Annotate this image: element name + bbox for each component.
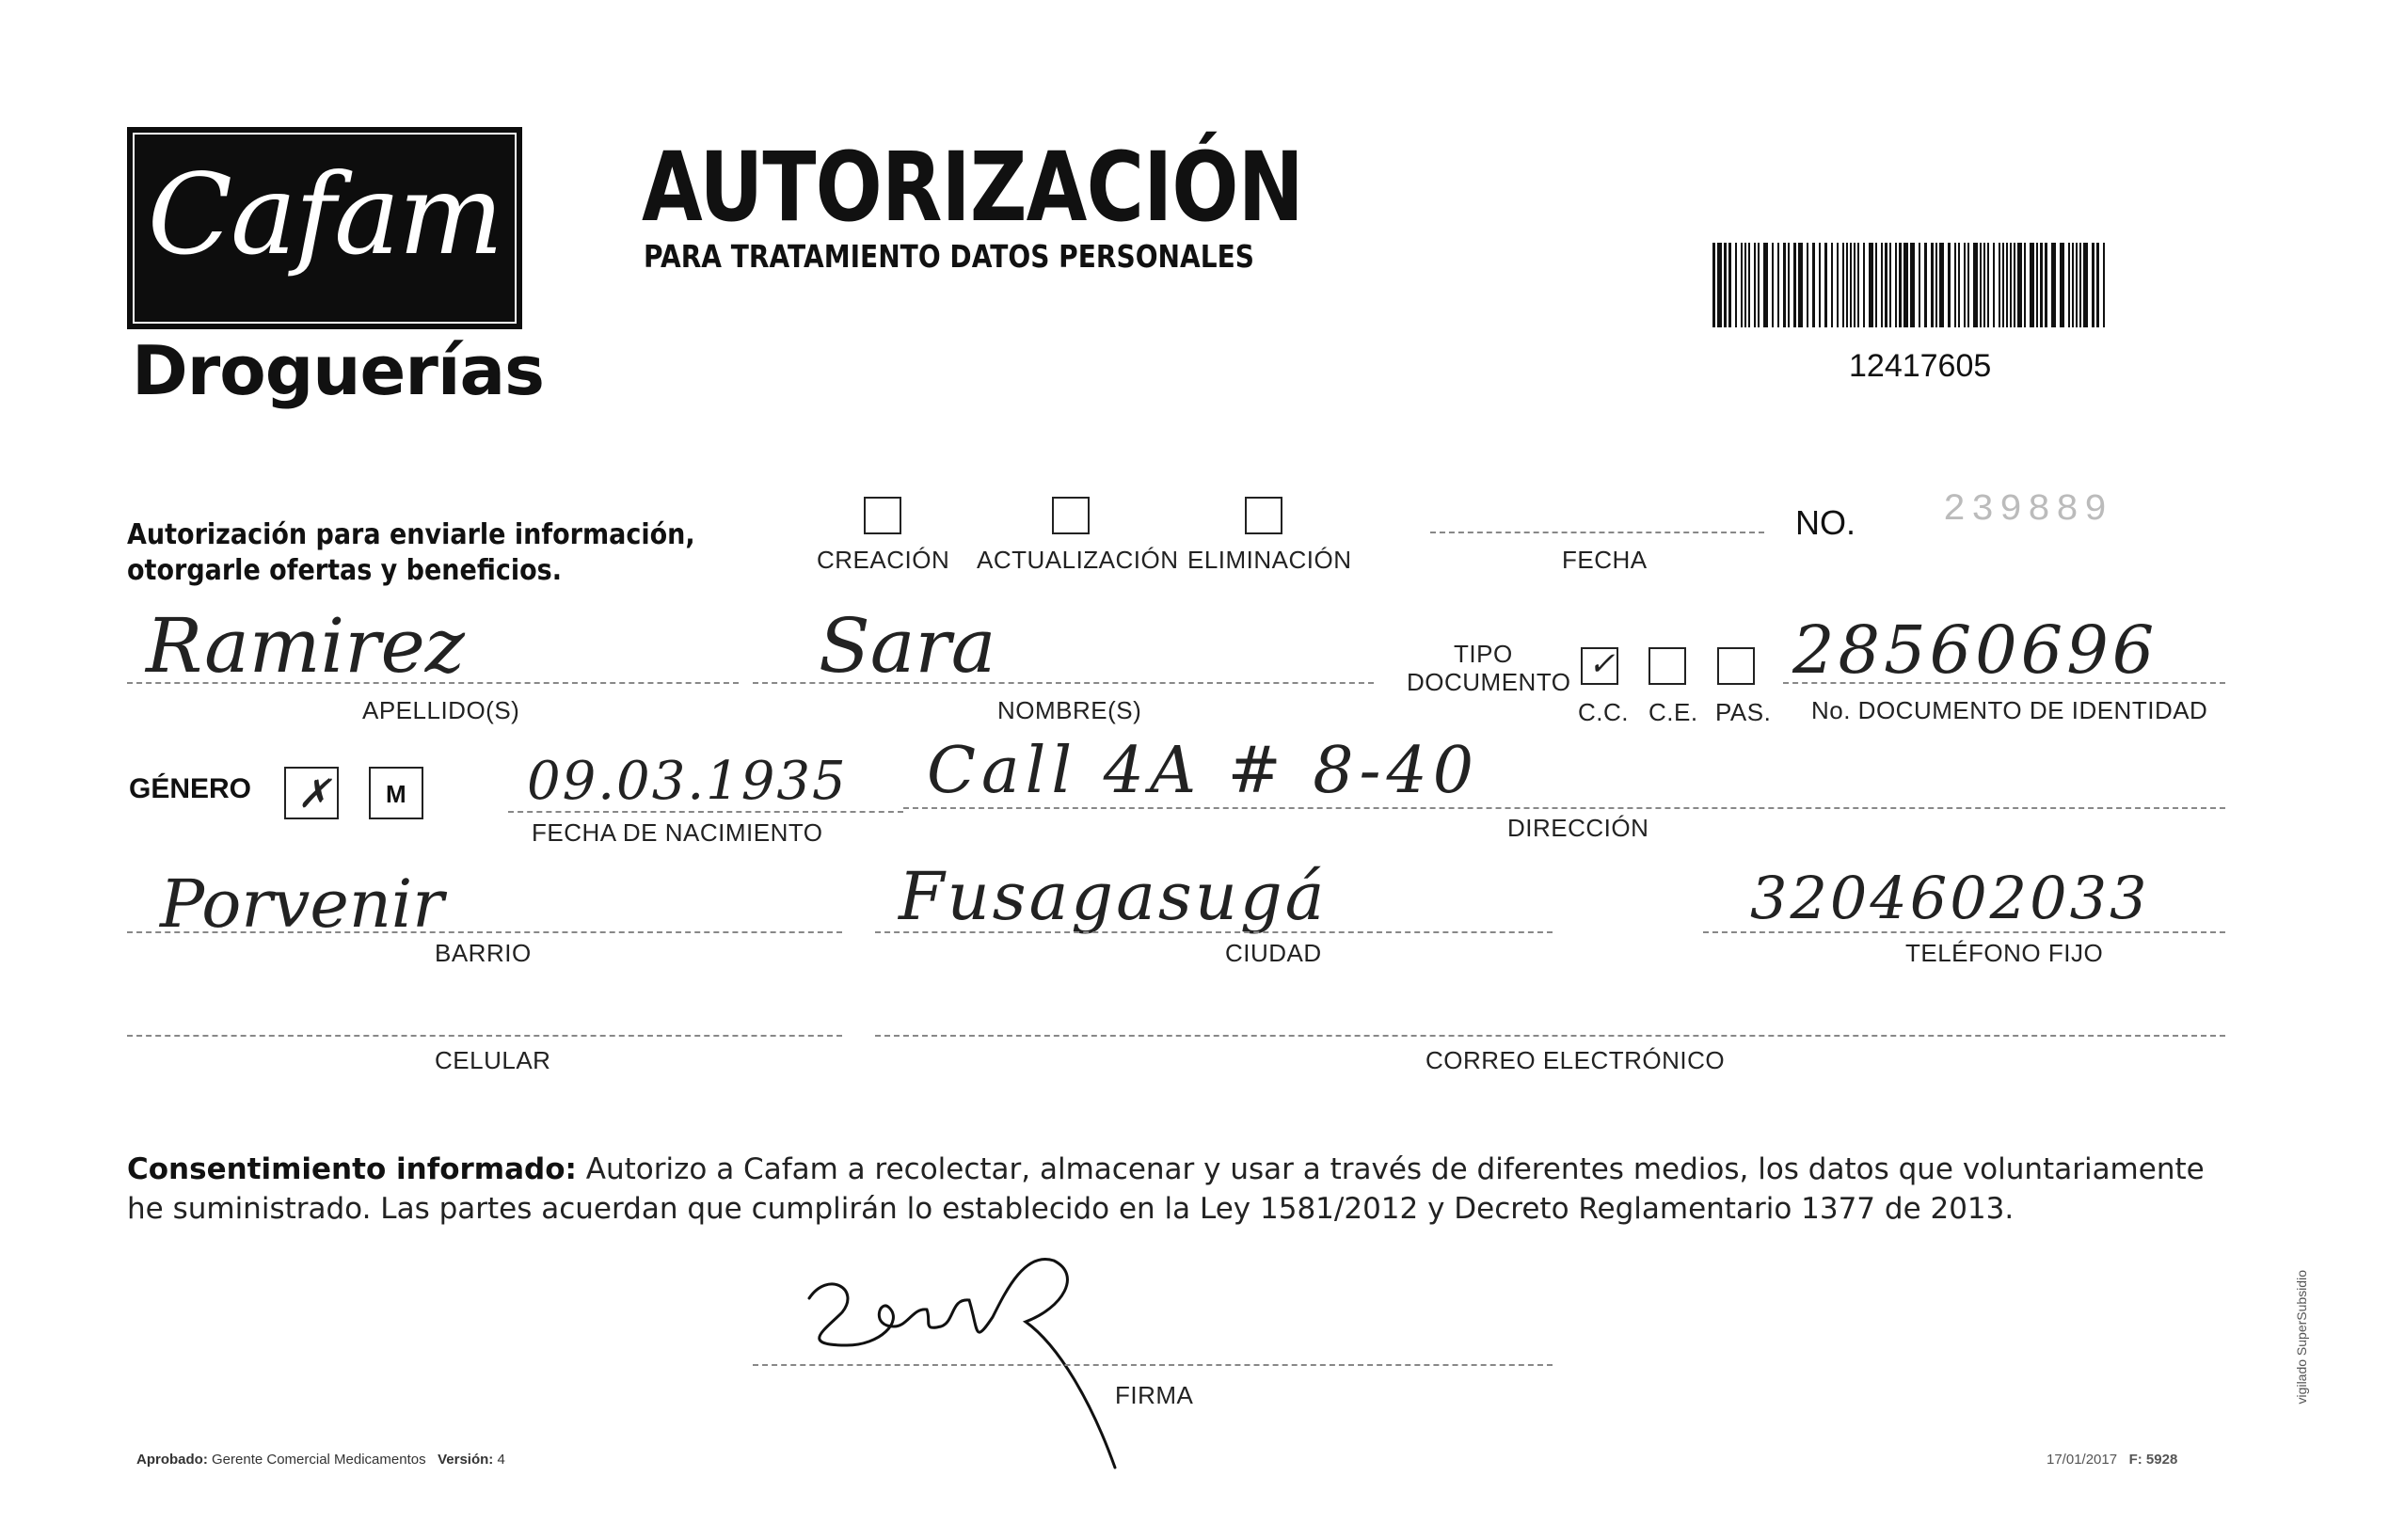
- barcode-bar: [2040, 243, 2043, 327]
- barcode-bar: [1831, 243, 1833, 327]
- barcode-bar: [2030, 243, 2034, 327]
- apellidos-label: APELLIDO(S): [362, 696, 520, 724]
- barcode-bar: [1735, 243, 1737, 327]
- barcode-bar: [1763, 243, 1768, 327]
- footer-code: [2047, 1452, 2177, 1468]
- barcode-bar: [1837, 243, 1839, 327]
- barcode-bar: [1939, 243, 1944, 327]
- creacion-label: CREACIÓN: [817, 546, 950, 574]
- logo-wordmark: Cafam: [147, 150, 502, 279]
- documento-line[interactable]: [1783, 682, 2225, 684]
- barcode-bar: [2045, 243, 2047, 327]
- logo-subtitle: Droguerías: [132, 331, 544, 410]
- nacimiento-label: FECHA DE NACIMIENTO: [532, 818, 823, 847]
- barcode-bar: [1807, 243, 1808, 327]
- barcode-bar: [1824, 243, 1827, 327]
- barcode-bar: [2014, 243, 2015, 327]
- ciudad-value: Fusagasugá: [899, 858, 1328, 935]
- barcode-bar: [1717, 243, 1722, 327]
- barcode-bar: [1754, 243, 1756, 327]
- footer-approval: [136, 1452, 505, 1468]
- fecha-label: FECHA: [1562, 546, 1648, 574]
- barcode-bar: [1895, 243, 1897, 327]
- barcode-bar: [1724, 243, 1727, 327]
- apellidos-value: Ramirez: [146, 602, 465, 690]
- barcode-bar: [1819, 243, 1821, 327]
- direccion-value: Call 4A # 8-40: [927, 734, 1480, 808]
- barrio-line[interactable]: [127, 931, 842, 933]
- fecha-line[interactable]: [1430, 532, 1764, 533]
- nombres-value: Sara: [819, 602, 996, 690]
- authorization-line-1: Autorización para enviarle información,: [127, 518, 695, 551]
- barrio-value: Porvenir: [160, 865, 444, 943]
- cc-check-mark: ✓: [1588, 645, 1616, 683]
- correo-label: CORREO ELECTRÓNICO: [1425, 1046, 1726, 1074]
- cc-checkbox[interactable]: [1581, 647, 1618, 685]
- barcode-bar: [1772, 243, 1774, 327]
- barcode-bar: [1973, 243, 1978, 327]
- barcode-bar: [1863, 243, 1865, 327]
- version-label: Versión:: [438, 1452, 494, 1468]
- consent-body: Autorizo a Cafam a recolectar, almacenar y usar a través de diferentes medios, los datos que voluntariamente he suministrado. Las partes acuerdan que cumplirán lo establecido en la Ley 1581/2012 y Decreto Reglamentario 1377 de 2013.: [127, 1152, 2205, 1226]
- barcode-bar: [2068, 243, 2070, 327]
- barcode-bar: [1842, 243, 1844, 327]
- aprobado-value: Gerente Comercial Medicamentos: [212, 1452, 426, 1468]
- barcode-bar: [1899, 243, 1902, 327]
- barcode-bar: [1954, 243, 1956, 327]
- genero-m-label: M: [386, 780, 406, 808]
- celular-label: CELULAR: [435, 1046, 551, 1074]
- ciudad-line[interactable]: [875, 931, 1553, 933]
- barcode-bar: [1967, 243, 1969, 327]
- barcode-bar: [1712, 243, 1715, 327]
- barcode-bar: [1999, 243, 2000, 327]
- barcode-bar: [1875, 243, 1877, 327]
- nombres-label: NOMBRE(S): [997, 696, 1142, 724]
- barcode-bar: [1869, 243, 1873, 327]
- eliminacion-label: ELIMINACIÓN: [1187, 546, 1352, 574]
- version-value: 4: [497, 1452, 505, 1468]
- barcode-bar: [2096, 243, 2099, 327]
- barcode-bar: [2006, 243, 2008, 327]
- barcode-bar: [2024, 243, 2026, 327]
- documento-label: No. DOCUMENTO DE IDENTIDAD: [1811, 696, 2208, 724]
- nacimiento-value: 09.03.1935: [527, 751, 848, 812]
- consent-paragraph: [127, 1150, 2225, 1229]
- barcode-bar: [1885, 243, 1887, 327]
- barcode-bar: [2051, 243, 2056, 327]
- authorization-line-2: otorgarle ofertas y beneficios.: [127, 554, 562, 587]
- actualizacion-checkbox[interactable]: [1052, 497, 1090, 534]
- direccion-line[interactable]: [903, 807, 2225, 809]
- barcode-number: 12417605: [1849, 348, 1992, 384]
- celular-line[interactable]: [127, 1035, 842, 1037]
- telefono-line[interactable]: [1703, 931, 2225, 933]
- correo-line[interactable]: [875, 1035, 2225, 1037]
- documento-tipo-label: DOCUMENTO: [1407, 668, 1571, 696]
- barcode: [1712, 243, 2108, 327]
- barcode-bar: [1948, 243, 1951, 327]
- barcode-bar: [1788, 243, 1790, 327]
- barcode-bar: [1958, 243, 1960, 327]
- telefono-label: TELÉFONO FIJO: [1905, 939, 2104, 967]
- barcode-bar: [1919, 243, 1920, 327]
- genero-f-mark: ✗: [297, 770, 331, 817]
- ce-checkbox[interactable]: [1648, 647, 1686, 685]
- barcode-bar: [1987, 243, 1989, 327]
- barcode-bar: [1993, 243, 1995, 327]
- barcode-bar: [1728, 243, 1731, 327]
- supervision-seal: vigilado SuperSubsidio: [2294, 1270, 2309, 1405]
- barcode-bar: [1758, 243, 1760, 327]
- aprobado-label: Aprobado:: [136, 1452, 208, 1468]
- genero-m-checkbox[interactable]: [369, 767, 423, 819]
- telefono-value: 3204602033: [1750, 864, 2150, 932]
- barcode-bar: [1903, 243, 1908, 327]
- barcode-bar: [1910, 243, 1915, 327]
- ciudad-label: CIUDAD: [1225, 939, 1322, 967]
- barcode-bar: [2036, 243, 2038, 327]
- direccion-label: DIRECCIÓN: [1507, 814, 1649, 842]
- barcode-bar: [1846, 243, 1848, 327]
- barcode-bar: [2083, 243, 2088, 327]
- number-label: NO.: [1795, 503, 1856, 542]
- barcode-bar: [1744, 243, 1746, 327]
- documento-value: 28560696: [1792, 611, 2158, 689]
- barcode-bar: [1777, 243, 1779, 327]
- barcode-bar: [1854, 243, 1856, 327]
- page-title: AUTORIZACIÓN: [642, 132, 1303, 244]
- barcode-bar: [1980, 243, 1982, 327]
- firma-line[interactable]: [753, 1364, 1553, 1366]
- genero-label: GÉNERO: [129, 773, 252, 804]
- barcode-bar: [2017, 243, 2022, 327]
- ce-label: C.E.: [1648, 698, 1698, 726]
- barcode-bar: [1935, 243, 1937, 327]
- barcode-bar: [2060, 243, 2064, 327]
- barcode-bar: [2072, 243, 2074, 327]
- barcode-bar: [1881, 243, 1883, 327]
- barcode-bar: [2103, 243, 2105, 327]
- barcode-bar: [1798, 243, 1803, 327]
- barcode-bar: [1889, 243, 1891, 327]
- actualizacion-label: ACTUALIZACIÓN: [977, 546, 1179, 574]
- barcode-bar: [1793, 243, 1796, 327]
- barcode-bar: [1812, 243, 1815, 327]
- barcode-bar: [1964, 243, 1966, 327]
- cc-label: C.C.: [1578, 698, 1629, 726]
- firma-label: FIRMA: [1115, 1381, 1194, 1409]
- consent-heading: Consentimiento informado:: [127, 1152, 577, 1186]
- barcode-bar: [2002, 243, 2004, 327]
- barcode-bar: [2079, 243, 2081, 327]
- genero-f-checkbox[interactable]: [284, 767, 339, 819]
- footer-form-code: F: 5928: [2128, 1452, 2178, 1468]
- barcode-bar: [1983, 243, 1985, 327]
- nombres-line[interactable]: [753, 682, 1374, 684]
- barcode-bar: [2092, 243, 2094, 327]
- form-number: 239889: [1943, 489, 2113, 532]
- apellidos-line[interactable]: [127, 682, 739, 684]
- barcode-bar: [2076, 243, 2078, 327]
- signature-drawing: [790, 1242, 1167, 1496]
- eliminacion-checkbox[interactable]: [1245, 497, 1282, 534]
- barcode-bar: [2010, 243, 2012, 327]
- barcode-bar: [1931, 243, 1934, 327]
- barcode-bar: [1857, 243, 1859, 327]
- creacion-checkbox[interactable]: [864, 497, 901, 534]
- nacimiento-line[interactable]: [508, 811, 903, 813]
- barcode-bar: [1850, 243, 1852, 327]
- barcode-bar: [1783, 243, 1786, 327]
- page-subtitle: PARA TRATAMIENTO DATOS PERSONALES: [644, 238, 1254, 275]
- barcode-bar: [1924, 243, 1927, 327]
- cafam-logo: [127, 127, 522, 329]
- pas-label: PAS.: [1715, 698, 1772, 726]
- footer-date: 17/01/2017: [2047, 1452, 2118, 1468]
- barrio-label: BARRIO: [435, 939, 532, 967]
- pas-checkbox[interactable]: [1717, 647, 1755, 685]
- tipo-label: TIPO: [1454, 640, 1513, 668]
- barcode-bar: [1741, 243, 1743, 327]
- authorization-heading: [127, 517, 695, 589]
- barcode-bar: [1748, 243, 1750, 327]
